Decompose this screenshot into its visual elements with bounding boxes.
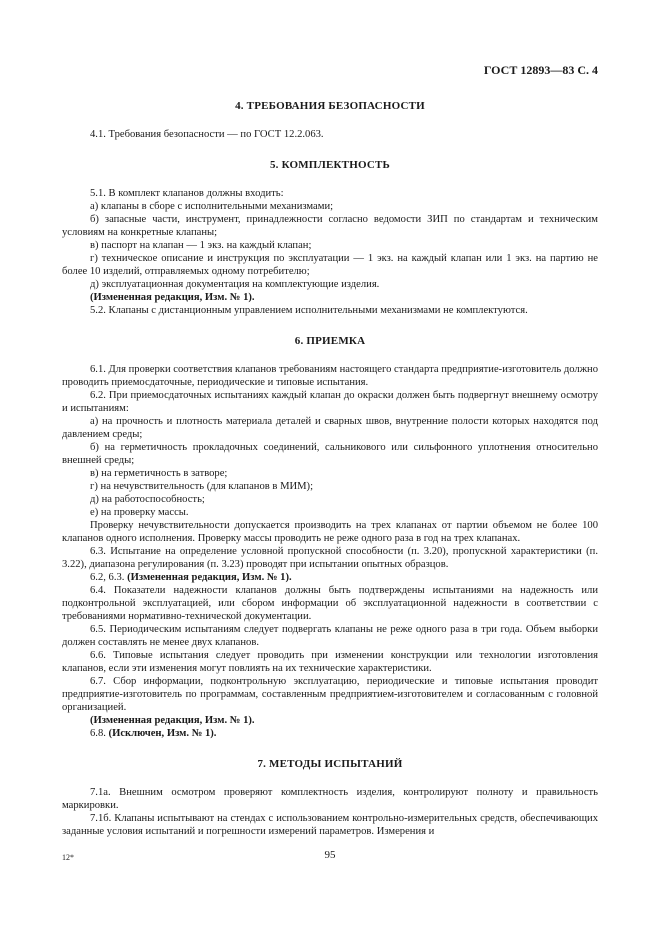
revision-text: (Измененная редакция, Изм. № 1). (127, 572, 292, 583)
paragraph-7-1b: 7.1б. Клапаны испытывают на стендах с использованием контрольно-измерительных средств, обеспечивающих заданные условия испытаний и погрешности измерений параметров. Измерения и (62, 813, 598, 837)
paragraph-6-8-note: (Исключен, Изм. № 1). (108, 728, 217, 739)
list-item-6-2-g: г) на нечувствительность (для клапанов в МИМ); (90, 481, 314, 492)
list-item-6-2-b: б) на герметичность прокладочных соединений, сальникового или сильфонного уплотнения относительно внешней среды; (62, 442, 598, 466)
revision-note-6-7: (Измененная редакция, Изм. № 1). (90, 715, 255, 726)
footer-mark: 12* (62, 853, 74, 862)
paragraph-5-1: 5.1. В комплект клапанов должны входить: (90, 188, 284, 199)
paragraph-6-8-ref: 6.8. (90, 728, 109, 739)
list-item-5-1-v: в) паспорт на клапан — 1 экз. на каждый клапан; (90, 240, 312, 251)
section-6-title: 6. ПРИЕМКА (294, 335, 366, 347)
paragraph-7-1a: 7.1а. Внешним осмотром проверяют комплектность изделия, контролируют полноту и правильность маркировки. (62, 787, 598, 811)
list-item-5-1-d: д) эксплуатационная документация на комплектующие изделия. (90, 279, 380, 290)
paragraph-6-4: 6.4. Показатели надежности клапанов должны быть подтверждены испытаниями на надежность или подконтрольной эксплуатацией, или сбором информации об эксплуатационной надежности в соответствии с требованиями нормативно-технической документации. (62, 585, 598, 622)
revision-note-6-2-6-3 (62, 571, 598, 584)
paragraph-5-2: 5.2. Клапаны с дистанционным управлением исполнительными механизмами не комплектуются. (90, 305, 528, 316)
paragraph-6-1: 6.1. Для проверки соответствия клапанов требованиям настоящего стандарта предприятие-изготовитель должно проводить приемосдаточные, периодические и типовые испытания. (62, 364, 598, 388)
list-item-5-1-a: а) клапаны в сборе с исполнительными механизмами; (90, 201, 334, 212)
list-item-6-2-a: а) на прочность и плотность материала деталей и сварных швов, внутренние полости которых находятся под давлением среды; (62, 416, 598, 440)
list-item-6-2-e: е) на проверку массы. (90, 507, 189, 518)
paragraph-6-7: 6.7. Сбор информации, подконтрольную эксплуатацию, периодические и типовые испытания проводит предприятие-изготовитель по программам, составленным предприятием-изготовителем и согласованным с головной организацией. (62, 676, 598, 713)
running-head: ГОСТ 12893—83 С. 4 (483, 63, 598, 77)
section-5-title: 5. КОМПЛЕКТНОСТЬ (269, 159, 391, 171)
revision-ref: 6.2, 6.3. (90, 572, 128, 583)
document-page (62, 0, 598, 936)
revision-note-5: (Измененная редакция, Изм. № 1). (90, 292, 255, 303)
paragraph-6-2: 6.2. При приемосдаточных испытаниях каждый клапан до окраски должен быть подвергнут внешнему осмотру и испытаниям: (62, 390, 598, 414)
paragraph-6-2-check: Проверку нечувствительности допускается производить на трех клапанах от партии объемом не более 100 клапанов одного исполнения. Проверку массы проводить не реже одного раза в год на трех клапанах. (62, 520, 598, 544)
section-7-title: 7. МЕТОДЫ ИСПЫТАНИЙ (257, 758, 403, 770)
list-item-6-2-v: в) на герметичность в затворе; (90, 468, 228, 479)
paragraph-6-3: 6.3. Испытание на определение условной пропускной способности (п. 3.20), пропускной характеристики (п. 3.22), диапазона регулирования (п. 3.23) проводят при испытании опытных образцов. (62, 546, 598, 570)
list-item-5-1-g: г) техническое описание и инструкция по эксплуатации — 1 экз. на каждый клапан или 1 экз. на партию не более 10 изделий, отправляемых одному потребителю; (62, 253, 598, 277)
list-item-5-1-b: б) запасные части, инструмент, принадлежности согласно ведомости ЗИП по стандартам и техническим условиям на конкретные клапаны; (62, 214, 598, 238)
paragraph-6-8 (62, 727, 598, 740)
paragraph-6-5: 6.5. Периодическим испытаниям следует подвергать клапаны не реже одного раза в три года. Объем выборки должен составлять не менее двух клапанов. (62, 624, 598, 648)
section-4-title: 4. ТРЕБОВАНИЯ БЕЗОПАСНОСТИ (235, 100, 425, 112)
list-item-6-2-d: д) на работоспособность; (90, 494, 205, 505)
paragraph-4-1: 4.1. Требования безопасности — по ГОСТ 12.2.063. (90, 129, 324, 140)
document-body (62, 96, 598, 838)
paragraph-6-6: 6.6. Типовые испытания следует проводить при изменении конструкции или технологии изготовления клапанов, если эти изменения могут повлиять на их технические характеристики. (62, 650, 598, 674)
page-number: 95 (324, 849, 336, 861)
